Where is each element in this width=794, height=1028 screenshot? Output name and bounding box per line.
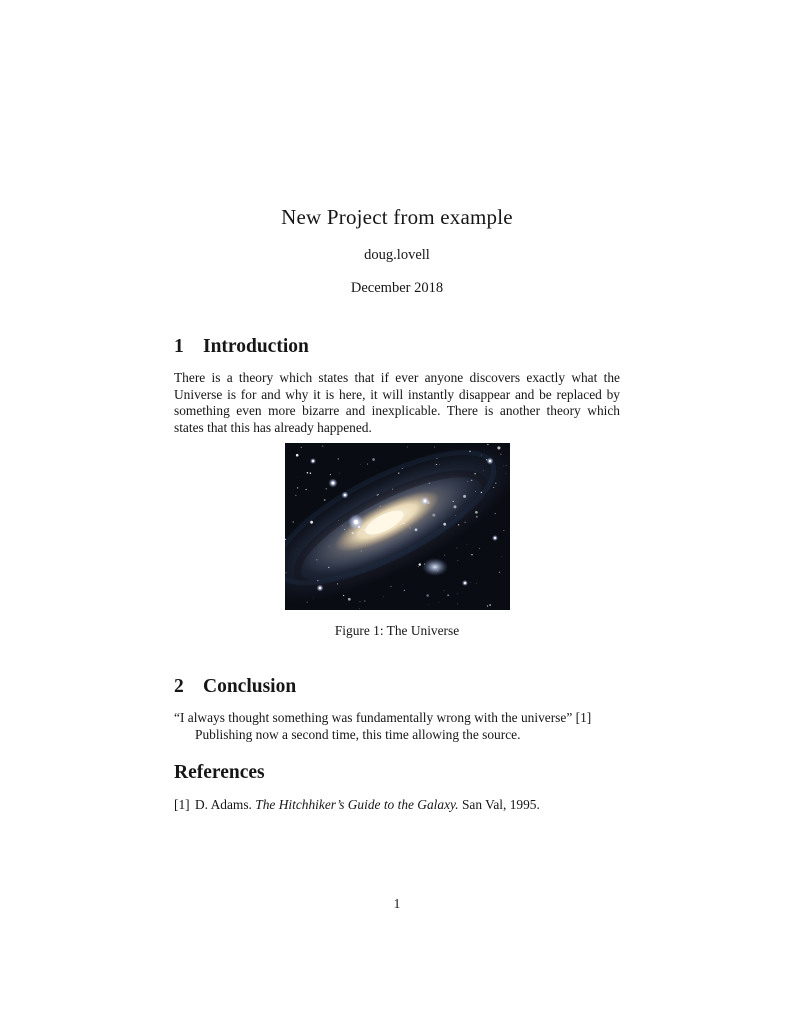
conclusion-quote-line: “I always thought something was fundamentally wrong with the universe” [1]: [174, 710, 592, 726]
section-title: Introduction: [203, 336, 309, 357]
conclusion-body-line: Publishing now a second time, this time allowing the source.: [195, 726, 521, 742]
page-number: 1: [393, 896, 401, 911]
text-block: [174, 0, 620, 813]
document-date: December 2018: [350, 280, 444, 296]
reference-publisher: San Val, 1995.: [461, 796, 540, 812]
reference-title: The Hitchhiker’s Guide to the Galaxy.: [255, 796, 459, 812]
document-author: doug.lovell: [364, 247, 430, 263]
galaxy-image: [285, 443, 510, 610]
section-number: 1: [174, 336, 184, 357]
section-heading-conclusion: [174, 675, 620, 698]
introduction-paragraph: There is a theory which states that if ever anyone discovers exactly what the Universe is for and why it is here, it will instantly disappear and be replaced by something even more bizarre and inexplicable. There is another theory which states that this has already happened.: [174, 370, 620, 435]
figure-universe: [174, 443, 620, 639]
companion-galaxy: [422, 558, 448, 576]
section-title: Conclusion: [203, 676, 297, 698]
section-heading-introduction: [174, 335, 620, 358]
section-number: 2: [174, 676, 184, 698]
document-title: New Project from example: [281, 205, 513, 229]
references-heading: References: [174, 761, 265, 783]
reference-authors: D. Adams.: [195, 796, 252, 812]
reference-label: [1]: [174, 796, 190, 812]
figure-caption: Figure 1: The Universe: [334, 623, 460, 639]
reference-item: [174, 797, 620, 814]
reference-text: [195, 797, 540, 814]
